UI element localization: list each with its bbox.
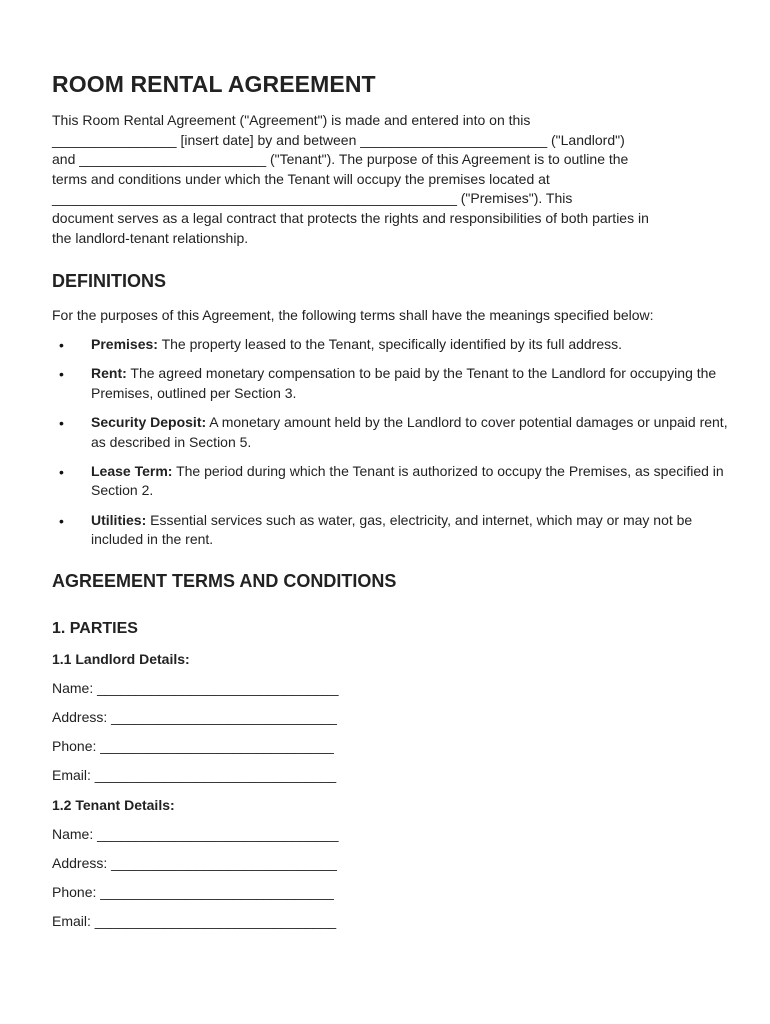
definition-item-premises [52,335,732,355]
definitions-heading: DEFINITIONS [52,271,167,291]
document-title: ROOM RENTAL AGREEMENT [52,71,376,97]
definition-text: A monetary amount held by the Landlord to cover potential damages or unpaid rent, as described in Section 5. [91,413,728,450]
intro-line: This Room Rental Agreement ("Agreement") is made and entered into on this [52,112,531,128]
intro-line: and ________________________ ("Tenant"). The purpose of this Agreement is to outline the [52,151,629,168]
bullet-icon: • [59,337,64,353]
definition-text: Essential services such as water, gas, electricity, and internet, which may or may not be included in the rent. [91,511,693,548]
tenant-details-heading: 1.2 Tenant Details: [52,797,175,813]
intro-line: terms and conditions under which the Tenant will occupy the premises located at [52,170,550,187]
landlord-details-heading: 1.1 Landlord Details: [52,651,190,667]
landlord-name-field[interactable]: Name: _______________________________ [52,680,339,696]
definition-term: Utilities: [91,511,147,528]
definition-term: Security Deposit: [91,413,207,430]
definitions-list [52,335,732,559]
intro-line: ____________________________________________________ ("Premises"). This [52,190,573,207]
bullet-icon: • [59,512,64,529]
definition-term: Lease Term: [91,462,173,479]
bullet-icon: • [59,463,64,480]
definition-text: The property leased to the Tenant, specifically identified by its full address. [157,336,623,352]
terms-heading: AGREEMENT TERMS AND CONDITIONS [52,571,397,591]
definition-item-lease-term [52,462,732,501]
definition-item-utilities [52,511,732,550]
definition-text: The agreed monetary compensation to be paid by the Tenant to the Landlord for occupying the Premises, outlined per Section 3. [91,365,717,401]
tenant-address-field[interactable]: Address: _____________________________ [52,855,337,871]
intro-line: ________________ [insert date] by and between ________________________ ("Landlord") [52,131,625,148]
definition-text: The period during which the Tenant is authorized to occupy the Premises, as specified in Section 2. [91,462,724,499]
definition-term: Rent: [91,365,127,382]
landlord-phone-field[interactable]: Phone: ______________________________ [52,738,334,754]
landlord-email-field[interactable]: Email: _______________________________ [52,767,337,783]
intro-line: document serves as a legal contract that protects the rights and responsibilities of both parties in [52,209,649,226]
tenant-name-field[interactable]: Name: _______________________________ [52,826,339,842]
tenant-email-field[interactable]: Email: _______________________________ [52,913,337,929]
landlord-address-field[interactable]: Address: _____________________________ [52,709,337,725]
bullet-icon: • [59,366,64,383]
bullet-icon: • [59,414,64,431]
parties-heading: 1. PARTIES [52,620,138,637]
intro-line: the landlord-tenant relationship. [52,229,249,246]
definitions-lead: For the purposes of this Agreement, the following terms shall have the meanings specified below: [52,307,654,323]
intro-paragraph [52,111,720,248]
definition-item-rent [52,364,732,403]
definition-term: Premises: [91,336,158,352]
definition-item-security-deposit [52,413,732,452]
tenant-phone-field[interactable]: Phone: ______________________________ [52,884,334,900]
